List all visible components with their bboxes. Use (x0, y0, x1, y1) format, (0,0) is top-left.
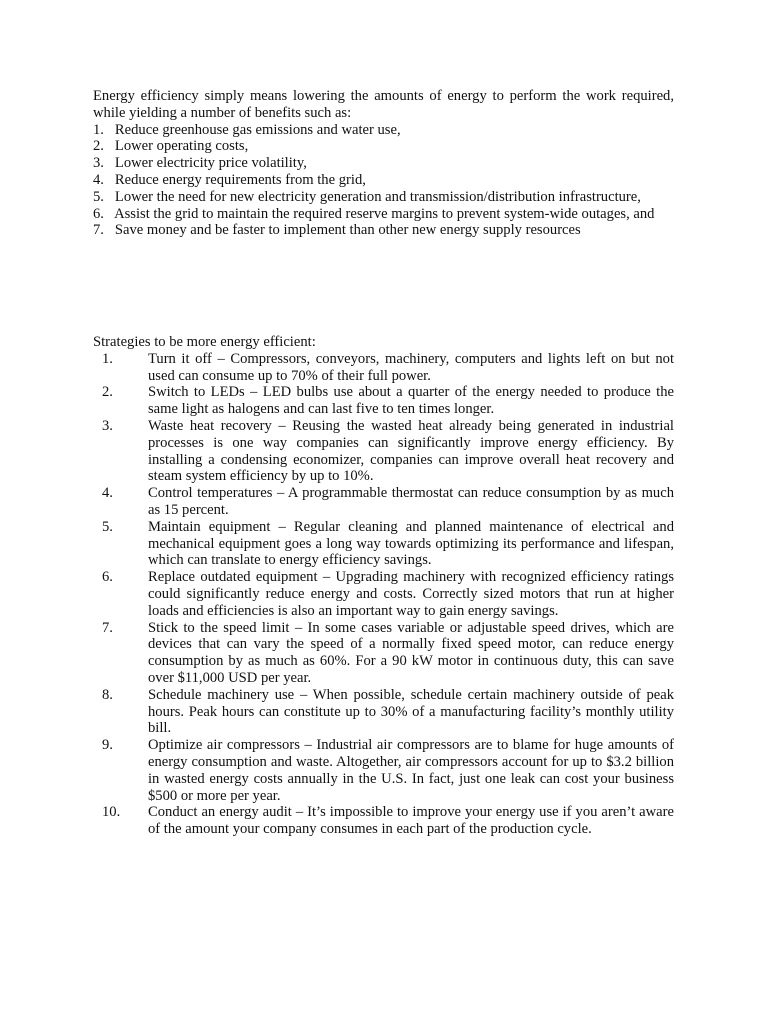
item-number: 3. (93, 155, 104, 172)
list-item (93, 804, 674, 838)
item-text: Reduce energy requirements from the grid, (114, 171, 366, 188)
intro-paragraph: Energy efficiency simply means lowering the amounts of energy to perform the work required, while yielding a number of benefits such as: (93, 88, 674, 121)
item-text: Maintain equipment – Regular cleaning and planned maintenance of electrical and mechanical equipment goes a long way towards optimizing its performance and lifespan, which can translate to energy efficiency savings. (148, 518, 674, 569)
strategies-list (93, 351, 674, 838)
item-number: 9. (102, 737, 113, 754)
item-text: Switch to LEDs – LED bulbs use about a quarter of the energy needed to produce the same light as halogens and can last five to ten times longer. (148, 384, 674, 418)
list-item (93, 620, 674, 687)
item-number: 6. (102, 569, 113, 586)
list-item (93, 485, 674, 519)
item-text: Replace outdated equipment – Upgrading machinery with recognized efficiency ratings could significantly reduce energy and costs. Correctly sized motors that run at higher loads and efficiencies is also an important way to gain energy savings. (148, 569, 674, 619)
list-item (93, 138, 674, 155)
item-number: 10. (102, 804, 121, 821)
item-number: 2. (93, 138, 104, 155)
item-number: 5. (102, 518, 113, 535)
item-text: Lower operating costs, (114, 138, 249, 155)
item-number: 5. (93, 188, 104, 205)
item-text: Reduce greenhouse gas emissions and water use, (114, 121, 401, 138)
list-item (93, 122, 674, 139)
strategies-section (93, 334, 674, 838)
list-item (93, 206, 674, 223)
item-text: Save money and be faster to implement than other new energy supply resources (114, 222, 581, 239)
item-text: Waste heat recovery – Reusing the wasted heat already being generated in industrial processes is one way companies can significantly improve energy efficiency. By installing a condensing economizer, companies can improve overall heat recovery and steam system efficiency by up to 10%. (148, 417, 674, 485)
item-number: 1. (102, 350, 113, 367)
list-item (93, 519, 674, 569)
item-text: Schedule machinery use – When possible, schedule certain machinery outside of peak hours. Peak hours can constitute up to 30% of a manufacturing facility’s monthly utility bill. (148, 686, 674, 737)
item-number: 7. (102, 619, 113, 636)
item-text: Turn it off – Compressors, conveyors, machinery, computers and lights left on but not used can consume up to 70% of their full power. (148, 350, 674, 384)
list-item (93, 687, 674, 737)
item-number: 4. (102, 485, 113, 502)
list-item (93, 737, 674, 804)
item-text: Optimize air compressors – Industrial air compressors are to blame for huge amounts of energy consumption and waste. Altogether, air compressors account for up to $3.2 billion in wasted energy costs annually in the U.S. In fact, just one leak can cost your business $500 or more per year. (148, 737, 674, 804)
item-text: Conduct an energy audit – It’s impossible to improve your energy use if you aren’t aware of the amount your company consumes in each part of the production cycle. (148, 804, 674, 838)
item-number: 2. (102, 384, 113, 401)
item-text: Lower the need for new electricity generation and transmission/distribution infrastructure, (114, 188, 641, 205)
list-item (93, 155, 674, 172)
item-number: 6. (93, 205, 104, 222)
list-item (93, 222, 674, 239)
list-item (93, 384, 674, 418)
item-number: 3. (102, 417, 113, 434)
intro-section (93, 88, 674, 239)
list-item (93, 418, 674, 485)
item-number: 1. (93, 121, 104, 138)
list-item (93, 569, 674, 619)
list-item (93, 189, 674, 206)
item-text: Stick to the speed limit – In some cases variable or adjustable speed drives, which are devices that can vary the speed of a normally fixed speed motor, can reduce energy consumption by as much as 60%. For a 90 kW motor in continuous duty, this can save over $11,000 USD per year. (148, 619, 674, 686)
item-text: Control temperatures – A programmable thermostat can reduce consumption by as much as 15 percent. (148, 485, 674, 518)
item-number: 7. (93, 222, 104, 239)
item-number: 8. (102, 686, 113, 703)
item-text: Assist the grid to maintain the required reserve margins to prevent system-wide outages, and (114, 205, 655, 222)
strategies-heading: Strategies to be more energy efficient: (93, 334, 316, 350)
list-item (93, 351, 674, 385)
benefits-list (93, 122, 674, 240)
list-item (93, 172, 674, 189)
item-number: 4. (93, 171, 104, 188)
item-text: Lower electricity price volatility, (114, 155, 307, 172)
